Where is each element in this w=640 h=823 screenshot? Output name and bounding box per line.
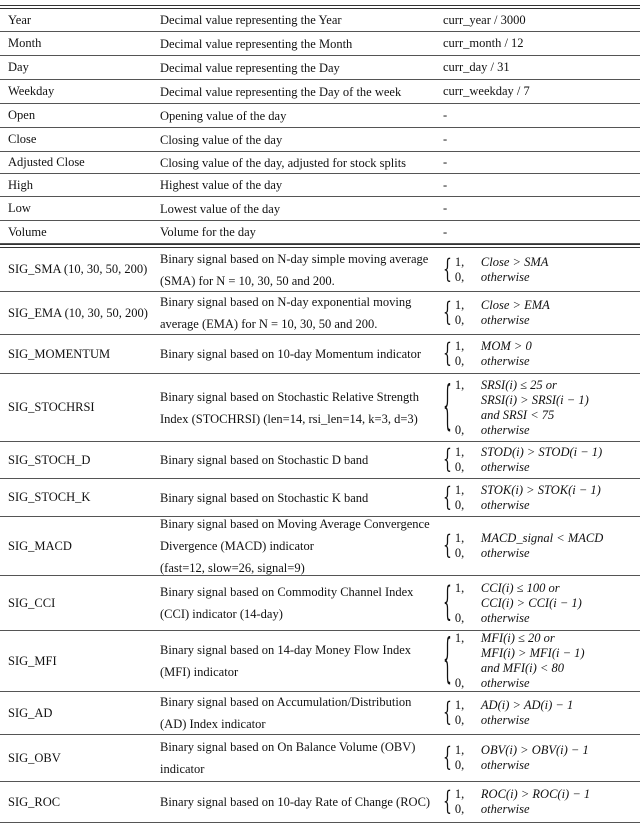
- signal-formula: [443, 743, 589, 773]
- description-line: Binary signal based on 14-day Money Flow Index: [160, 643, 412, 657]
- feature-name: Open: [8, 108, 36, 122]
- formula-cases: [455, 698, 573, 728]
- case-value: 1,: [454, 698, 465, 712]
- feature-value: -: [443, 201, 448, 215]
- case-value: [455, 408, 481, 423]
- case-value: 1,: [454, 445, 465, 459]
- case-value: 0,: [454, 497, 465, 512]
- feature-description: [160, 221, 256, 243]
- feature-value: curr_year / 3000: [443, 12, 526, 27]
- formula-case: [455, 596, 582, 611]
- left-brace: {: [443, 698, 452, 728]
- case-condition: otherwise: [480, 758, 530, 772]
- left-brace: {: [443, 339, 452, 369]
- case-condition: Close > SMA: [480, 254, 549, 269]
- case-value: 1,: [454, 482, 465, 497]
- case-condition: STOD(i) > STOD(i − 1): [480, 445, 603, 459]
- table-row: [0, 292, 640, 335]
- description-line: (AD) Index indicator: [160, 717, 266, 731]
- signal-description: [160, 291, 411, 335]
- case-value: 0,: [454, 610, 465, 625]
- description-line: Binary signal based on Stochastic K band: [160, 490, 369, 505]
- formula-cases: [455, 445, 602, 475]
- case-condition: MACD_signal < MACD: [480, 531, 604, 545]
- formula-case: [455, 393, 589, 408]
- table-row: [0, 128, 640, 152]
- formula-case: [455, 698, 573, 713]
- formula-cases: [455, 378, 589, 438]
- left-brace: {: [443, 631, 452, 691]
- description-line: Volume for the day: [160, 225, 256, 239]
- description-line: Closing value of the day, adjusted for stock splits: [160, 155, 407, 170]
- formula-case: [455, 445, 602, 460]
- signal-description: [160, 343, 421, 365]
- description-line: Binary signal based on 10-day Momentum indicator: [160, 347, 422, 361]
- table-row: [0, 735, 640, 782]
- table-row: [0, 442, 640, 479]
- case-condition: CCI(i) > CCI(i − 1): [480, 595, 582, 610]
- signal-formula: [443, 298, 550, 328]
- description-line: Lowest value of the day: [160, 201, 281, 216]
- case-condition: otherwise: [480, 460, 530, 474]
- left-brace: {: [443, 743, 452, 773]
- left-brace: {: [443, 254, 452, 285]
- case-condition: otherwise: [480, 713, 530, 727]
- feature-name: Adjusted Close: [8, 155, 85, 169]
- description-line: Binary signal based on On Balance Volume (OBV): [160, 740, 416, 754]
- left-brace: {: [443, 377, 452, 438]
- signal-name: SIG_MOMENTUM: [8, 346, 111, 361]
- case-value: 1,: [454, 531, 465, 545]
- case-condition: otherwise: [480, 422, 530, 437]
- case-condition: SRSI(i) > SRSI(i − 1): [480, 392, 589, 407]
- formula-cases: [455, 631, 585, 691]
- signal-description: [160, 639, 411, 683]
- case-value: 0,: [454, 758, 465, 772]
- table-row: [0, 692, 640, 735]
- signal-name: SIG_SMA (10, 30, 50, 200): [8, 262, 148, 276]
- case-condition: CCI(i) ≤ 100 or: [480, 580, 560, 595]
- formula-cases: [455, 339, 532, 369]
- feature-value: curr_month / 12: [443, 36, 524, 50]
- table-row: [0, 32, 640, 56]
- feature-description: [160, 57, 340, 79]
- table-row: [0, 576, 640, 631]
- signal-name: SIG_OBV: [8, 750, 61, 765]
- formula-cases: [455, 483, 601, 513]
- table-row: [0, 517, 640, 576]
- table-row: [0, 479, 640, 517]
- case-condition: MFI(i) ≤ 20 or: [480, 631, 555, 645]
- description-line: Highest value of the day: [160, 178, 283, 192]
- signal-name: SIG_MFI: [8, 653, 57, 668]
- feature-name: Volume: [8, 224, 47, 239]
- signal-description: [160, 513, 430, 579]
- case-condition: otherwise: [480, 354, 530, 368]
- feature-description: [160, 174, 282, 196]
- case-condition: otherwise: [480, 676, 530, 690]
- description-line: Closing value of the day: [160, 132, 283, 147]
- case-condition: SRSI(i) ≤ 25 or: [480, 377, 557, 392]
- description-line: Decimal value representing the Day of the week: [160, 84, 402, 99]
- case-value: 1,: [454, 298, 465, 312]
- case-value: 1,: [454, 339, 465, 353]
- formula-case: [455, 378, 589, 393]
- case-condition: MOM > 0: [480, 339, 532, 353]
- description-line: average (EMA) for N = 10, 30, 50 and 200.: [160, 317, 378, 331]
- description-line: Index (STOCHRSI) (len=14, rsi_len=14, k=3, d=3): [160, 411, 418, 426]
- feature-name: Year: [8, 12, 32, 27]
- description-line: Decimal value representing the Month: [160, 36, 353, 51]
- formula-case: [455, 255, 548, 270]
- case-condition: STOK(i) > STOK(i − 1): [480, 482, 601, 497]
- table-row: [0, 152, 640, 174]
- formula-cases: [455, 743, 589, 773]
- formula-cases: [455, 298, 550, 328]
- description-line: (CCI) indicator (14-day): [160, 607, 283, 621]
- formula-case: [455, 611, 582, 626]
- table-row: [0, 56, 640, 80]
- case-condition: and SRSI < 75: [480, 407, 555, 422]
- description-line: Binary signal based on Accumulation/Distribution: [160, 695, 412, 709]
- table-row: [0, 221, 640, 244]
- case-value: [455, 661, 481, 676]
- description-line: Decimal value representing the Year: [160, 13, 342, 27]
- feature-description: [160, 129, 282, 151]
- signal-formula: [443, 531, 603, 561]
- case-value: 0,: [454, 422, 465, 437]
- formula-case: [455, 270, 548, 285]
- case-condition: Close > EMA: [480, 298, 550, 312]
- signal-formula: [443, 255, 548, 285]
- signal-formula: [443, 445, 602, 475]
- formula-case: [455, 802, 590, 817]
- feature-description: [160, 9, 342, 31]
- signal-formula: [443, 581, 582, 626]
- case-value: [455, 596, 481, 611]
- case-condition: AD(i) > AD(i) − 1: [480, 698, 574, 712]
- formula-case: [455, 661, 585, 676]
- feature-value: curr_weekday / 7: [443, 84, 530, 98]
- formula-case: [455, 713, 573, 728]
- feature-name: Month: [8, 36, 42, 50]
- table-row: [0, 248, 640, 292]
- case-value: 0,: [454, 354, 465, 368]
- table-row: [0, 104, 640, 128]
- signal-description: [160, 581, 413, 625]
- signal-formula: [443, 483, 601, 513]
- formula-case: [455, 313, 550, 328]
- left-brace: {: [443, 787, 452, 817]
- table-row: [0, 174, 640, 197]
- case-value: [455, 393, 481, 408]
- feature-name: Day: [8, 60, 29, 74]
- case-value: 0,: [454, 802, 465, 816]
- case-value: 1,: [454, 631, 465, 645]
- signal-description: [160, 248, 428, 292]
- left-brace: {: [443, 531, 452, 561]
- case-condition: MFI(i) > MFI(i − 1): [480, 646, 585, 660]
- case-value: 0,: [454, 713, 465, 727]
- case-condition: otherwise: [480, 497, 530, 512]
- case-value: 0,: [454, 546, 465, 560]
- case-condition: and MFI(i) < 80: [480, 661, 564, 675]
- case-value: 0,: [454, 269, 465, 284]
- formula-case: [455, 339, 532, 354]
- description-line: Binary signal based on N-day exponential moving: [160, 295, 412, 309]
- signal-name: SIG_CCI: [8, 595, 56, 610]
- case-value: 1,: [454, 787, 465, 801]
- signal-formula: [443, 339, 532, 369]
- description-line: Binary signal based on Commodity Channel Index: [160, 585, 414, 599]
- formula-case: [455, 354, 532, 369]
- formula-case: [455, 408, 589, 423]
- description-line: Divergence (MACD) indicator: [160, 539, 314, 553]
- feature-name: Weekday: [8, 84, 55, 98]
- feature-name: Low: [8, 201, 31, 215]
- case-value: 1,: [454, 377, 465, 392]
- formula-case: [455, 483, 601, 498]
- case-condition: otherwise: [480, 313, 530, 327]
- signal-formula: [443, 698, 573, 728]
- case-condition: otherwise: [480, 610, 530, 625]
- feature-description: [160, 105, 286, 127]
- signal-description: [160, 791, 430, 813]
- formula-case: [455, 646, 585, 661]
- formula-case: [455, 460, 602, 475]
- table-row: [0, 631, 640, 692]
- case-condition: ROC(i) > ROC(i) − 1: [480, 787, 591, 801]
- signal-description: [160, 736, 415, 780]
- description-line: Binary signal based on Stochastic Relative Strength: [160, 389, 419, 404]
- left-brace: {: [443, 482, 452, 513]
- feature-value: curr_day / 31: [443, 60, 510, 74]
- formula-case: [455, 676, 585, 691]
- signal-name: SIG_STOCHRSI: [8, 400, 95, 414]
- formula-case: [455, 498, 601, 513]
- formula-case: [455, 631, 585, 646]
- case-condition: OBV(i) > OBV(i) − 1: [480, 743, 589, 757]
- feature-value: -: [443, 155, 448, 169]
- feature-description: [160, 198, 280, 220]
- case-value: [455, 646, 481, 661]
- description-line: Binary signal based on N-day simple moving average: [160, 251, 429, 266]
- case-value: 1,: [454, 254, 465, 269]
- feature-description: [160, 81, 401, 103]
- signal-name: SIG_EMA (10, 30, 50, 200): [8, 305, 148, 320]
- case-value: 0,: [454, 676, 465, 690]
- case-condition: otherwise: [480, 802, 530, 816]
- case-value: 0,: [454, 460, 465, 474]
- signal-name: SIG_ROC: [8, 794, 61, 809]
- formula-cases: [455, 255, 548, 285]
- feature-value: -: [443, 224, 448, 239]
- table-row: [0, 197, 640, 221]
- case-value: 1,: [454, 580, 465, 595]
- case-value: 1,: [454, 743, 465, 757]
- description-line: Opening value of the day: [160, 108, 287, 123]
- description-line: (fast=12, slow=26, signal=9): [160, 561, 305, 575]
- description-line: Binary signal based on Stochastic D band: [160, 453, 369, 467]
- feature-value: -: [443, 132, 448, 146]
- signal-name: SIG_MACD: [8, 538, 72, 553]
- feature-description: [160, 152, 406, 174]
- feature-description: [160, 33, 352, 55]
- formula-case: [455, 758, 589, 773]
- case-condition: otherwise: [480, 546, 530, 560]
- table-row: [0, 782, 640, 823]
- description-line: Binary signal based on Moving Average Convergence: [160, 517, 430, 531]
- description-line: Decimal value representing the Day: [160, 60, 340, 75]
- case-condition: otherwise: [480, 269, 530, 284]
- signal-name: SIG_STOCH_D: [8, 452, 91, 467]
- formula-case: [455, 581, 582, 596]
- table-row: [0, 80, 640, 104]
- description-line: Binary signal based on 10-day Rate of Change (ROC): [160, 795, 431, 809]
- case-value: 0,: [454, 313, 465, 327]
- signal-formula: [443, 787, 590, 817]
- formula-case: [455, 531, 603, 546]
- formula-cases: [455, 787, 590, 817]
- feature-value: -: [443, 108, 448, 122]
- table-row: [0, 374, 640, 442]
- formula-case: [455, 787, 590, 802]
- feature-value: -: [443, 177, 448, 192]
- feature-name: Close: [8, 132, 37, 146]
- table-row: [0, 335, 640, 374]
- description-line: (MFI) indicator: [160, 665, 239, 679]
- signal-name: SIG_STOCH_K: [8, 490, 91, 504]
- description-line: (SMA) for N = 10, 30, 50 and 200.: [160, 273, 335, 288]
- signal-formula: [443, 378, 589, 438]
- formula-case: [455, 546, 603, 561]
- formula-case: [455, 743, 589, 758]
- left-brace: {: [443, 580, 452, 626]
- formula-case: [455, 298, 550, 313]
- signal-name: SIG_AD: [8, 705, 53, 720]
- left-brace: {: [443, 445, 452, 475]
- signal-formula: [443, 631, 585, 691]
- signal-description: [160, 691, 411, 735]
- signal-description: [160, 449, 368, 471]
- description-line: indicator: [160, 762, 205, 776]
- formula-cases: [455, 581, 582, 626]
- formula-cases: [455, 531, 603, 561]
- signal-description: [160, 487, 368, 509]
- left-brace: {: [443, 298, 452, 328]
- formula-case: [455, 423, 589, 438]
- feature-name: High: [8, 177, 33, 192]
- table-row: [0, 9, 640, 32]
- signal-description: [160, 386, 419, 430]
